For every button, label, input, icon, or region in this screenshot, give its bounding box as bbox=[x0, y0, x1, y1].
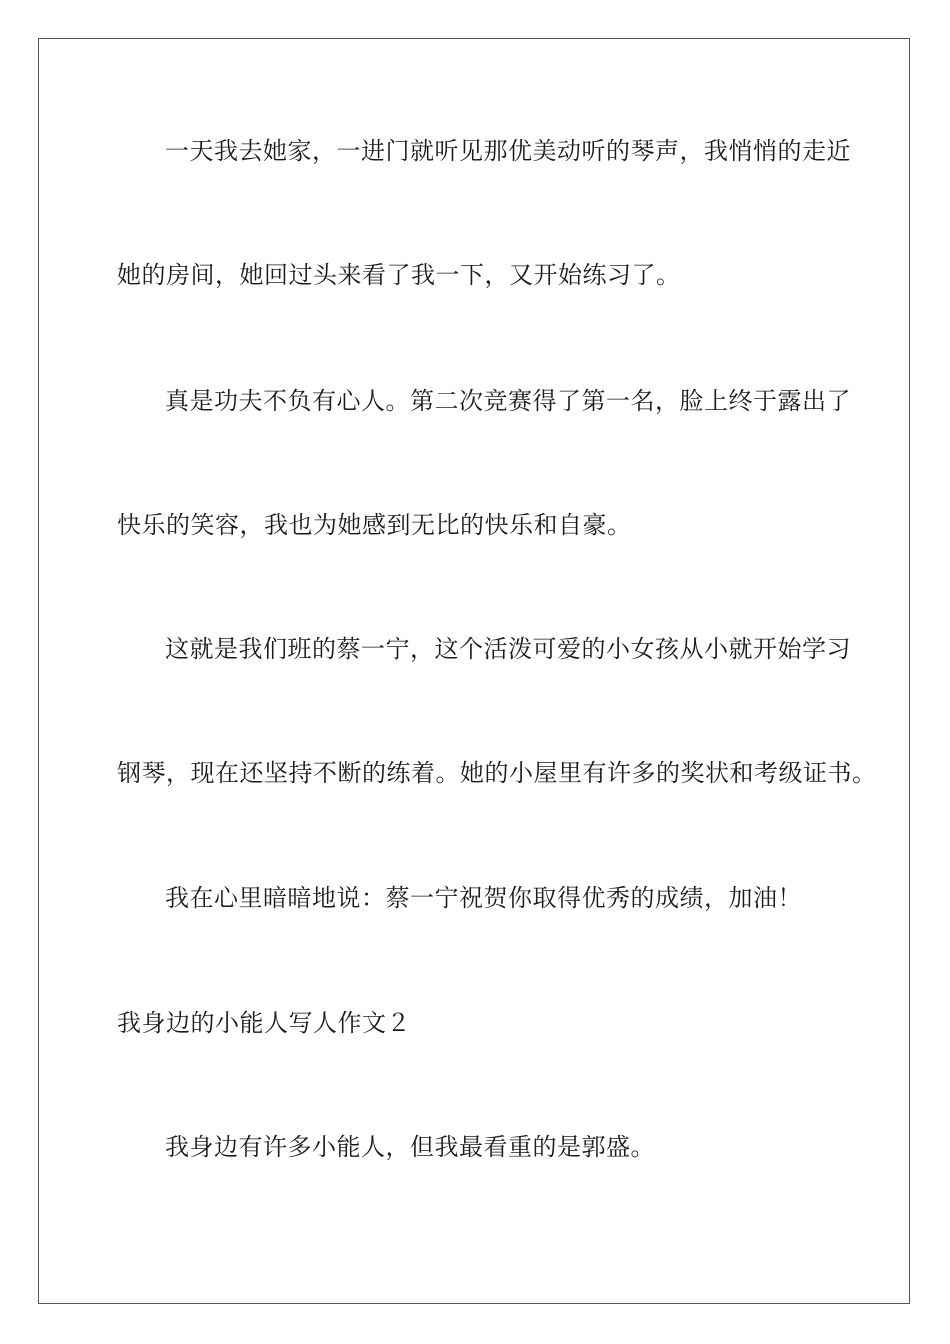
paragraph-line: 快乐的笑容，我也为她感到无比的快乐和自豪。 bbox=[117, 511, 632, 539]
page-border bbox=[38, 38, 910, 1304]
paragraph-line: 真是功夫不负有心人。第二次竞赛得了第一名，脸上终于露出了 bbox=[165, 387, 851, 415]
paragraph-line: 她的房间，她回过头来看了我一下，又开始练习了。 bbox=[117, 261, 681, 289]
paragraph-line: 我身边有许多小能人，但我最看重的是郭盛。 bbox=[165, 1133, 655, 1161]
paragraph-line: 一天我去她家，一进门就听见那优美动听的琴声，我悄悄的走近 bbox=[165, 137, 851, 165]
paragraph-line: 这就是我们班的蔡一宁，这个活泼可爱的小女孩从小就开始学习 bbox=[165, 635, 851, 663]
paragraph-line: 我在心里暗暗地说：蔡一宁祝贺你取得优秀的成绩，加油！ bbox=[165, 884, 802, 912]
section-heading: 我身边的小能人写人作文２ bbox=[117, 1009, 411, 1037]
paragraph-line: 钢琴，现在还坚持不断的练着。她的小屋里有许多的奖状和考级证书。 bbox=[117, 759, 877, 787]
